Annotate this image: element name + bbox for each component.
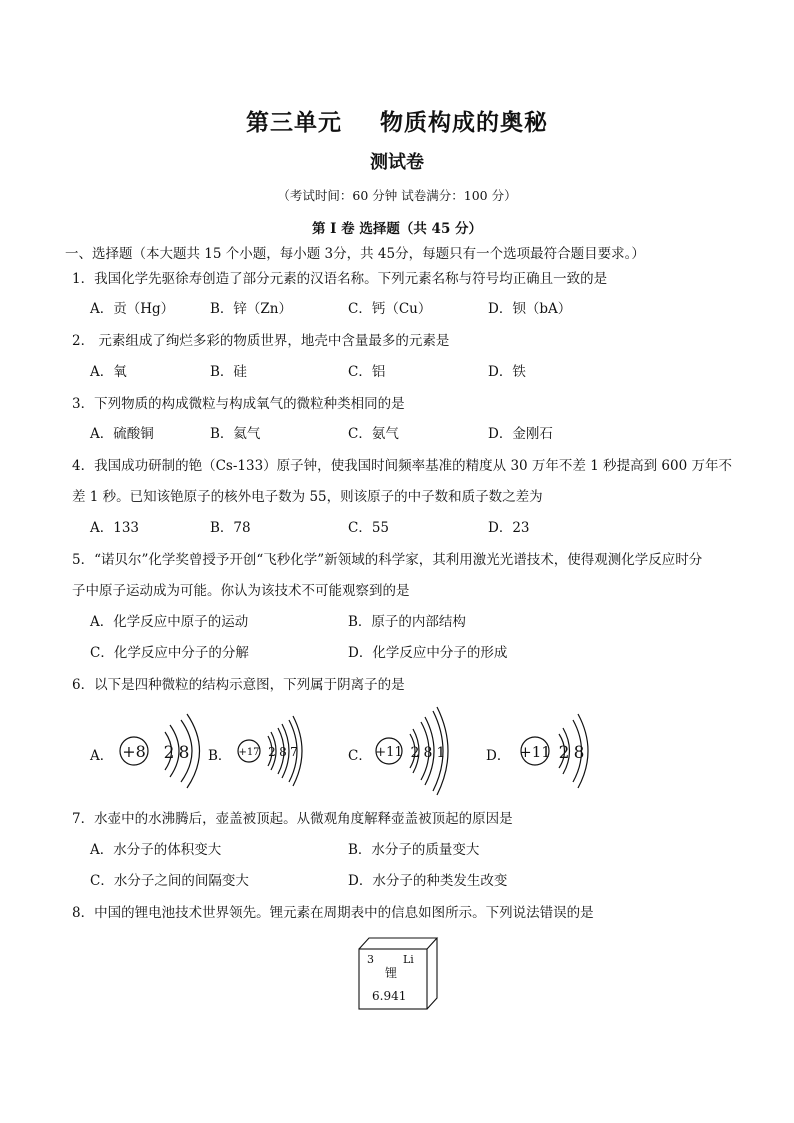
question-5-option-d: D．化学反应中分子的形成 [348,645,508,661]
element-symbol: Li [403,953,414,966]
page-title [0,104,794,137]
question-1-option-b: B．锌（Zn） [210,301,292,317]
periodic-table-cell [353,935,445,1013]
question-7-option-b: B．水分子的质量变大 [348,842,480,858]
atom-c-label: C． [348,748,372,764]
atom-a-nucleus-charge: +8 [122,742,146,761]
atom-b-shell-1-count: 2 [268,745,276,759]
question-8-stem: 8．中国的锂电池技术世界领先。锂元素在周期表中的信息如图所示。下列说法错误的是 [72,905,594,921]
question-5-option-a: A．化学反应中原子的运动 [90,614,249,630]
question-1-stem: 1．我国化学先驱徐寿创造了部分元素的汉语名称。下列元素名称与符号均正确且一致的是 [72,271,608,287]
atom-c-shell-3-count: 1 [436,745,446,761]
atom-b-nucleus-charge: +17 [238,747,260,758]
atom-a-shell-1-count: 2 [163,743,175,763]
question-2-option-d: D．铁 [488,364,526,380]
atom-c-shell-2-count: 8 [423,745,433,761]
question-4-stem-line-1: 4．我国成功研制的铯（Cs-133）原子钟，使我国时间频率基准的精度从 30 万年不差 1 秒提高到 600 万年不 [72,458,732,474]
cell-side-face [427,938,437,1009]
question-1-option-d: D．钡（bA） [488,301,572,317]
question-1-option-c: C．钙（Cu） [348,301,432,317]
question-3-stem: 3．下列物质的构成微粒与构成氧气的微粒种类相同的是 [72,396,405,412]
question-4-option-d: D．23 [488,520,530,536]
atom-c-nucleus-charge: +11 [375,745,403,760]
atom-diagrams-svg [0,704,794,799]
atom-b-shell-3-count: 7 [290,745,298,759]
page-subtitle: 测试卷 [370,152,424,173]
question-2-option-a: A．氧 [90,364,127,380]
atom-a-label: A． [90,748,114,764]
part-title: 第 I 卷 选择题（共 45 分） [311,221,483,237]
element-name: 锂 [385,966,398,980]
atomic-number: 3 [367,953,374,966]
question-4-option-c: C．55 [348,520,390,536]
question-3-option-c: C．氨气 [348,426,399,442]
question-4-option-a: A．133 [90,520,140,536]
atom-d-nucleus-charge: +11 [519,743,551,761]
exam-info: （考试时间：60 分钟 试卷满分：100 分） [277,188,517,203]
question-3-option-a: A．硫酸铜 [90,426,154,442]
question-5-stem-line-2: 子中原子运动成为可能。你认为该技术不可能观察到的是 [72,583,410,599]
question-7-option-d: D．水分子的种类发生改变 [348,873,508,889]
atom-b-label: B． [208,748,232,764]
question-6-stem: 6．以下是四种微粒的结构示意图，下列属于阴离子的是 [72,677,405,693]
atom-d-label: D． [486,748,511,764]
question-1-option-a: A．贡（Hg） [90,301,175,317]
atom-d-shell-2-count: 8 [573,743,585,763]
atom-structure-diagrams [0,704,794,799]
question-7-stem: 7．水壶中的水沸腾后，壶盖被顶起。从微观角度解释壶盖被顶起的原因是 [72,811,513,827]
question-5-option-b: B．原子的内部结构 [348,614,466,630]
question-2-option-c: C．铝 [348,364,386,380]
question-5-option-c: C．化学反应中分子的分解 [90,645,249,661]
question-5-stem-line-1: 5．“诺贝尔”化学奖曾授予开创“飞秒化学”新领域的科学家，其利用激光光谱技术，使得观测化学反应时分 [72,552,703,568]
question-7-option-a: A．水分子的体积变大 [90,842,222,858]
title-topic: 物质构成的奥秘 [380,110,548,136]
question-2-stem: 2． 元素组成了绚烂多彩的物质世界，地壳中含量最多的元素是 [72,333,450,349]
section-heading: 一、选择题（本大题共 15 个小题，每小题 3分，共 45分，每题只有一个选项最符合题目要求。） [65,246,645,262]
atom-c-shell-1-count: 2 [410,745,420,761]
atom-d-shell-1-count: 2 [558,743,570,763]
question-3-option-d: D．金刚石 [488,426,553,442]
atom-b-shell-2-count: 8 [279,745,287,759]
question-4-stem-line-2: 差 1 秒。已知该铯原子的核外电子数为 55，则该原子的中子数和质子数之差为 [72,489,543,505]
question-2-option-b: B．硅 [210,364,247,380]
question-7-option-c: C．水分子之间的间隔变大 [90,873,249,889]
atom-a-shell-2-count: 8 [178,743,190,763]
question-3-option-b: B．氦气 [210,426,261,442]
title-unit: 第三单元 [246,110,342,136]
cell-top-face [359,938,437,949]
atomic-mass: 6.941 [372,989,407,1003]
question-4-option-b: B．78 [210,520,251,536]
